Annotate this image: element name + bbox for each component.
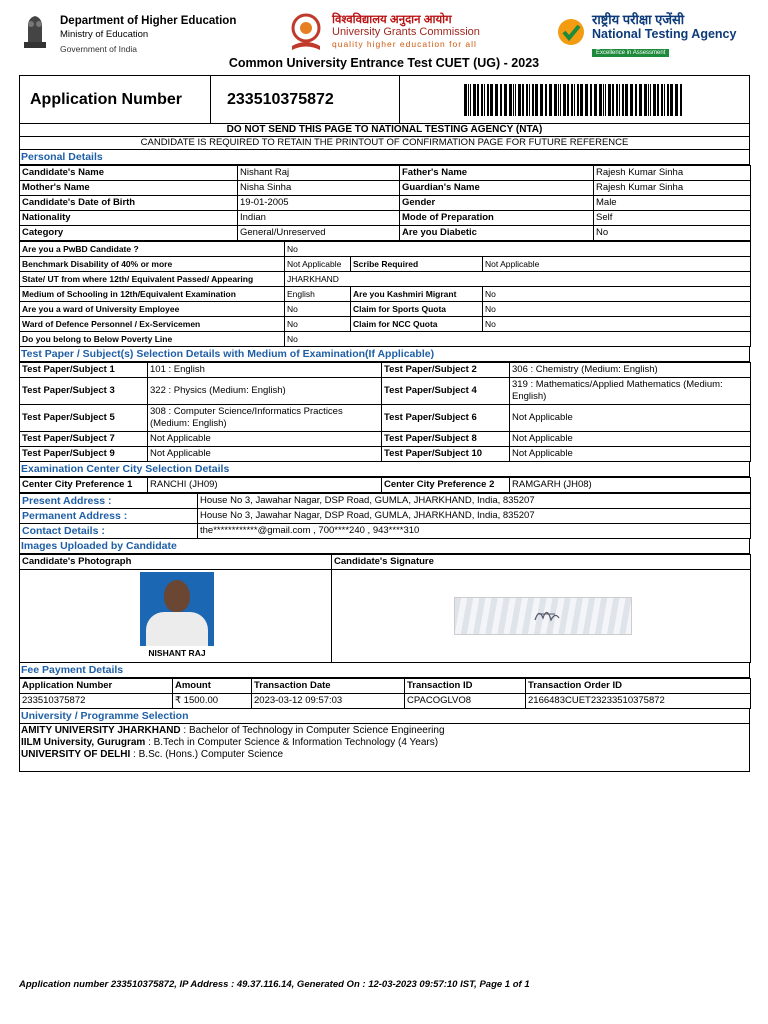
table-row xyxy=(20,405,751,432)
table-row xyxy=(20,211,751,226)
ugc-hindi-name: विश्वविद्यालय अनुदान आयोग xyxy=(332,14,452,26)
center-table xyxy=(19,477,751,493)
fee-column-header: Application Number xyxy=(20,679,173,694)
subject-label: Test Paper/Subject 8 xyxy=(382,432,510,447)
photo-cell xyxy=(20,570,332,663)
bpl-value: No xyxy=(285,332,751,347)
university-name: AMITY UNIVERSITY JHARKHAND xyxy=(21,725,181,736)
center-pref-1-value: RANCHI (JH09) xyxy=(148,478,382,493)
table-row xyxy=(20,302,751,317)
nta-name: National Testing Agency xyxy=(592,27,737,41)
ward-defence-label: Ward of Defence Personnel / Ex-Servicemen xyxy=(20,317,285,332)
bpl-label: Do you belong to Below Poverty Line xyxy=(20,332,285,347)
signature-scribble-icon xyxy=(455,598,631,634)
subject-label: Test Paper/Subject 1 xyxy=(20,363,148,378)
table-row xyxy=(20,524,751,539)
subject-value: Not Applicable xyxy=(510,447,751,462)
state-value: JHARKHAND xyxy=(285,272,751,287)
fee-column-header: Transaction Order ID xyxy=(526,679,751,694)
fee-value: 233510375872 xyxy=(20,694,173,709)
ugc-tagline: quality higher education for all xyxy=(332,39,477,49)
field-label: Category xyxy=(20,226,238,241)
nta-check-logo-icon xyxy=(557,18,585,46)
field-label: Mode of Preparation xyxy=(400,211,594,226)
ministry-name: Ministry of Education xyxy=(60,29,149,40)
fee-value: CPACOGLVO8 xyxy=(405,694,526,709)
nta-tagline: Excellence in Assessment xyxy=(592,49,669,57)
application-number-label: Application Number xyxy=(20,76,211,123)
subject-value: 308 : Computer Science/Informatics Practices (Medium: English) xyxy=(148,405,382,432)
field-label: Mother's Name xyxy=(20,181,238,196)
field-value: Rajesh Kumar Sinha xyxy=(594,166,751,181)
subject-label: Test Paper/Subject 10 xyxy=(382,447,510,462)
programme-name: : Bachelor of Technology in Computer Science Engineering xyxy=(180,725,445,736)
field-value: Nisha Sinha xyxy=(238,181,400,196)
programme-name: : B.Tech in Computer Science & Information Technology (4 Years) xyxy=(145,737,439,748)
medium-label: Medium of Schooling in 12th/Equivalent Examination xyxy=(20,287,285,302)
field-label: Are you Diabetic xyxy=(400,226,594,241)
address-table xyxy=(19,493,751,539)
subject-label: Test Paper/Subject 4 xyxy=(382,378,510,405)
field-value: Indian xyxy=(238,211,400,226)
subject-value: 322 : Physics (Medium: English) xyxy=(148,378,382,405)
document-title: Common University Entrance Test CUET (UG) - 2023 xyxy=(228,56,540,70)
government-name: Government of India xyxy=(60,44,138,54)
contact-details-value: the************@gmail.com , 700****240 , 943****310 xyxy=(198,524,751,539)
ugc-name: University Grants Commission xyxy=(332,26,480,38)
table-row xyxy=(20,317,751,332)
pwbd-label: Are you a PwBD Candidate ? xyxy=(20,242,285,257)
photo-face xyxy=(164,580,190,612)
table-row xyxy=(20,378,751,405)
field-label: Gender xyxy=(400,196,594,211)
fee-value: 2023-03-12 09:57:03 xyxy=(252,694,405,709)
fee-table xyxy=(19,678,751,709)
page-header xyxy=(0,8,768,56)
table-row xyxy=(20,509,751,524)
subject-label: Test Paper/Subject 9 xyxy=(20,447,148,462)
scribe-value: Not Applicable xyxy=(483,257,751,272)
state-label: State/ UT from where 12th/ Equivalent Passed/ Appearing xyxy=(20,272,285,287)
signature-cell xyxy=(332,570,751,663)
nta-hindi-name: राष्ट्रीय परीक्षा एजेंसी xyxy=(592,12,685,27)
table-row xyxy=(20,570,751,663)
field-value: Rajesh Kumar Sinha xyxy=(594,181,751,196)
field-label: Father's Name xyxy=(400,166,594,181)
present-address-label: Present Address : xyxy=(20,494,198,509)
photo-label: Candidate's Photograph xyxy=(20,555,332,570)
personal-details-table xyxy=(19,165,751,241)
field-label: Nationality xyxy=(20,211,238,226)
kashmiri-label: Are you Kashmiri Migrant xyxy=(351,287,483,302)
candidate-signature xyxy=(454,597,632,635)
university-list xyxy=(19,724,750,772)
subjects-heading: Test Paper / Subject(s) Selection Details with Medium of Examination(If Applicable) xyxy=(19,347,750,362)
table-row xyxy=(20,226,751,241)
barcode xyxy=(400,76,749,123)
university-heading: University / Programme Selection xyxy=(19,709,750,724)
benchmark-label: Benchmark Disability of 40% or more xyxy=(20,257,285,272)
barcode-graphic xyxy=(464,84,686,116)
field-label: Guardian's Name xyxy=(400,181,594,196)
permanent-address-value: House No 3, Jawahar Nagar, DSP Road, GUMLA, JHARKHAND, India, 835207 xyxy=(198,509,751,524)
photo-caption: NISHANT RAJ xyxy=(140,646,214,660)
subject-label: Test Paper/Subject 6 xyxy=(382,405,510,432)
field-value: 19-01-2005 xyxy=(238,196,400,211)
university-name: UNIVERSITY OF DELHI xyxy=(21,749,131,760)
table-row xyxy=(20,242,751,257)
contact-details-label: Contact Details : xyxy=(20,524,198,539)
university-item xyxy=(21,749,748,761)
table-row xyxy=(20,257,751,272)
table-row xyxy=(20,363,751,378)
national-emblem-icon xyxy=(20,12,50,52)
table-row xyxy=(20,272,751,287)
department-block xyxy=(60,14,236,56)
ward-defence-value: No xyxy=(285,317,351,332)
subject-value: Not Applicable xyxy=(148,432,382,447)
ncc-quota-value: No xyxy=(483,317,751,332)
table-row xyxy=(20,478,751,493)
notice-box xyxy=(19,124,750,150)
ugc-block xyxy=(332,14,480,50)
fee-column-header: Transaction Date xyxy=(252,679,405,694)
field-value: Nishant Raj xyxy=(238,166,400,181)
subjects-table xyxy=(19,362,751,462)
images-table xyxy=(19,554,751,663)
notice-line-2: CANDIDATE IS REQUIRED TO RETAIN THE PRINTOUT OF CONFIRMATION PAGE FOR FUTURE REFERENCE xyxy=(140,137,629,148)
fee-value: ₹ 1500.00 xyxy=(173,694,252,709)
table-row xyxy=(20,287,751,302)
benchmark-value: Not Applicable xyxy=(285,257,351,272)
signature-label: Candidate's Signature xyxy=(332,555,751,570)
fee-value: 2166483CUET23233510375872 xyxy=(526,694,751,709)
medium-value: English xyxy=(285,287,351,302)
ward-university-value: No xyxy=(285,302,351,317)
kashmiri-value: No xyxy=(483,287,751,302)
subject-label: Test Paper/Subject 2 xyxy=(382,363,510,378)
ncc-quota-label: Claim for NCC Quota xyxy=(351,317,483,332)
university-item xyxy=(21,725,748,737)
nta-block xyxy=(592,12,736,57)
confirmation-page xyxy=(19,75,750,772)
fee-column-header: Amount xyxy=(173,679,252,694)
field-label: Candidate's Date of Birth xyxy=(20,196,238,211)
table-row xyxy=(20,679,751,694)
table-row xyxy=(20,447,751,462)
fee-heading: Fee Payment Details xyxy=(19,663,750,678)
university-name: IILM University, Gurugram xyxy=(21,737,146,748)
table-row xyxy=(20,494,751,509)
sports-quota-label: Claim for Sports Quota xyxy=(351,302,483,317)
table-row xyxy=(20,555,751,570)
subject-value: Not Applicable xyxy=(510,405,751,432)
university-item xyxy=(21,737,748,749)
table-row xyxy=(20,166,751,181)
present-address-value: House No 3, Jawahar Nagar, DSP Road, GUMLA, JHARKHAND, India, 835207 xyxy=(198,494,751,509)
sports-quota-value: No xyxy=(483,302,751,317)
subject-value: Not Applicable xyxy=(510,432,751,447)
permanent-address-label: Permanent Address : xyxy=(20,509,198,524)
subject-label: Test Paper/Subject 3 xyxy=(20,378,148,405)
center-pref-2-label: Center City Preference 2 xyxy=(382,478,510,493)
subject-value: 101 : English xyxy=(148,363,382,378)
field-value: General/Unreserved xyxy=(238,226,400,241)
table-row xyxy=(20,332,751,347)
field-label: Candidate's Name xyxy=(20,166,238,181)
subject-label: Test Paper/Subject 7 xyxy=(20,432,148,447)
center-heading: Examination Center City Selection Details xyxy=(19,462,750,477)
fee-column-header: Transaction ID xyxy=(405,679,526,694)
subject-value: 319 : Mathematics/Applied Mathematics (Medium: English) xyxy=(510,378,751,405)
center-pref-2-value: RAMGARH (JH08) xyxy=(510,478,751,493)
department-title: Department of Higher Education xyxy=(60,15,237,27)
ward-university-label: Are you a ward of University Employee xyxy=(20,302,285,317)
table-row xyxy=(20,196,751,211)
field-value: Male xyxy=(594,196,751,211)
additional-details-table xyxy=(19,241,751,347)
field-value: Self xyxy=(594,211,751,226)
candidate-photo xyxy=(140,572,214,660)
subject-value: 306 : Chemistry (Medium: English) xyxy=(510,363,751,378)
center-pref-1-label: Center City Preference 1 xyxy=(20,478,148,493)
subject-label: Test Paper/Subject 5 xyxy=(20,405,148,432)
images-heading: Images Uploaded by Candidate xyxy=(19,539,750,554)
table-row xyxy=(20,694,751,709)
application-number-value: 233510375872 xyxy=(211,76,400,123)
page-footer: Application number 233510375872, IP Address : 49.37.116.14, Generated On : 12-03-2023 09:57:10 IST, Page 1 of 1 xyxy=(19,979,530,990)
ugc-logo-icon xyxy=(286,12,326,54)
photo-body xyxy=(146,612,208,648)
notice-line-1: DO NOT SEND THIS PAGE TO NATIONAL TESTING AGENCY (NTA) xyxy=(20,124,749,137)
subject-value: Not Applicable xyxy=(148,447,382,462)
field-value: No xyxy=(594,226,751,241)
programme-name: : B.Sc. (Hons.) Computer Science xyxy=(130,749,284,760)
scribe-label: Scribe Required xyxy=(351,257,483,272)
application-number-box xyxy=(19,75,750,124)
table-row xyxy=(20,432,751,447)
pwbd-value: No xyxy=(285,242,751,257)
personal-details-heading: Personal Details xyxy=(19,150,750,165)
table-row xyxy=(20,181,751,196)
